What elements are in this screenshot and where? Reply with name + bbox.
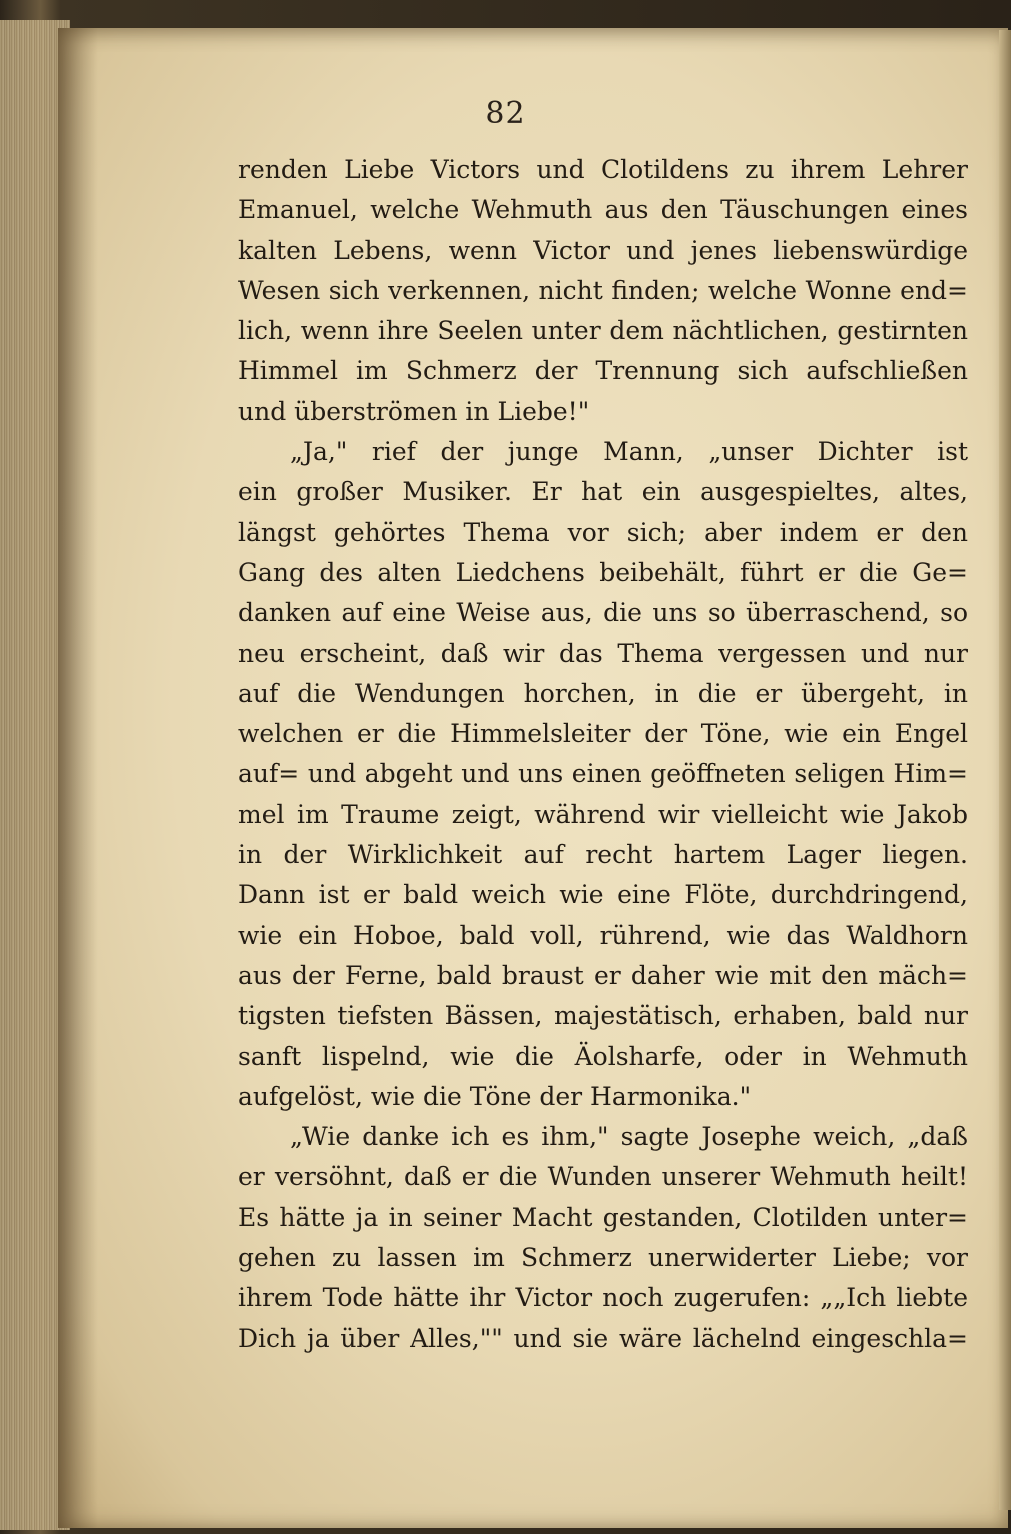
text-line: kalten Lebens, wenn Victor und jenes liebenswürdige bbox=[238, 235, 968, 265]
text-line: mel im Traume zeigt, während wir vielleicht wie Jakob bbox=[238, 799, 968, 829]
page-number: 82 bbox=[485, 96, 526, 131]
text-line: er versöhnt, daß er die Wunden unserer Wehmuth heilt! bbox=[238, 1162, 968, 1192]
text-line: Dich ja über Alles,"" und sie wäre lächelnd eingeschla= bbox=[238, 1323, 968, 1353]
spine-shadow bbox=[58, 28, 98, 1528]
text-line: welchen er die Himmelsleiter der Töne, wie ein Engel bbox=[238, 719, 968, 749]
text-line: wie ein Hoboe, bald voll, rührend, wie das Waldhorn bbox=[238, 920, 968, 950]
text-line: ein großer Musiker. Er hat ein ausgespieltes, altes, bbox=[238, 477, 968, 507]
text-line: renden Liebe Victors und Clotildens zu ihrem Lehrer bbox=[238, 155, 968, 184]
text-line: lich, wenn ihre Seelen unter dem nächtlichen, gestirnten bbox=[238, 316, 968, 346]
text-line: „Wie danke ich es ihm," sagte Josephe weich, „daß bbox=[290, 1122, 968, 1152]
text-line: auf die Wendungen horchen, in die er übergeht, in bbox=[238, 678, 968, 708]
text-line: auf= und abgeht und uns einen geöffneten seligen Him= bbox=[238, 759, 968, 789]
body-text bbox=[238, 150, 968, 1359]
text-line: sanft lispelnd, wie die Äolsharfe, oder in Wehmuth bbox=[238, 1041, 968, 1071]
text-line: ihrem Tode hätte ihr Victor noch zugerufen: „„Ich liebte bbox=[238, 1283, 968, 1313]
text-line: Himmel im Schmerz der Trennung sich aufschließen bbox=[238, 356, 968, 386]
text-line: Emanuel, welche Wehmuth aus den Täuschungen eines bbox=[238, 195, 968, 225]
text-line: aufgelöst, wie die Töne der Harmonika." bbox=[238, 1081, 752, 1111]
text-line: aus der Ferne, bald braust er daher wie mit den mäch= bbox=[238, 960, 968, 990]
text-line: gehen zu lassen im Schmerz unerwiderter Liebe; vor bbox=[238, 1243, 968, 1273]
text-line: Es hätte ja in seiner Macht gestanden, Clotilden unter= bbox=[238, 1202, 968, 1232]
text-line: und überströmen in Liebe!" bbox=[238, 396, 590, 426]
text-line: tigsten tiefsten Bässen, majestätisch, erhaben, bald nur bbox=[238, 1001, 968, 1031]
text-line: längst gehörtes Thema vor sich; aber indem er den bbox=[238, 517, 968, 547]
text-line: „Ja," rief der junge Mann, „unser Dichter ist bbox=[290, 437, 968, 467]
text-line: danken auf eine Weise aus, die uns so überraschend, so bbox=[238, 598, 968, 628]
text-line: Gang des alten Liedchens beibehält, führt er die Ge= bbox=[238, 557, 968, 587]
text-line: in der Wirklichkeit auf recht hartem Lager liegen. bbox=[238, 840, 968, 870]
right-page-edge bbox=[999, 30, 1011, 1510]
text-line: Wesen sich verkennen, nicht finden; welche Wonne end= bbox=[238, 275, 968, 305]
text-line: Dann ist er bald weich wie eine Flöte, durchdringend, bbox=[238, 880, 968, 910]
text-line: neu erscheint, daß wir das Thema vergessen und nur bbox=[238, 638, 968, 668]
